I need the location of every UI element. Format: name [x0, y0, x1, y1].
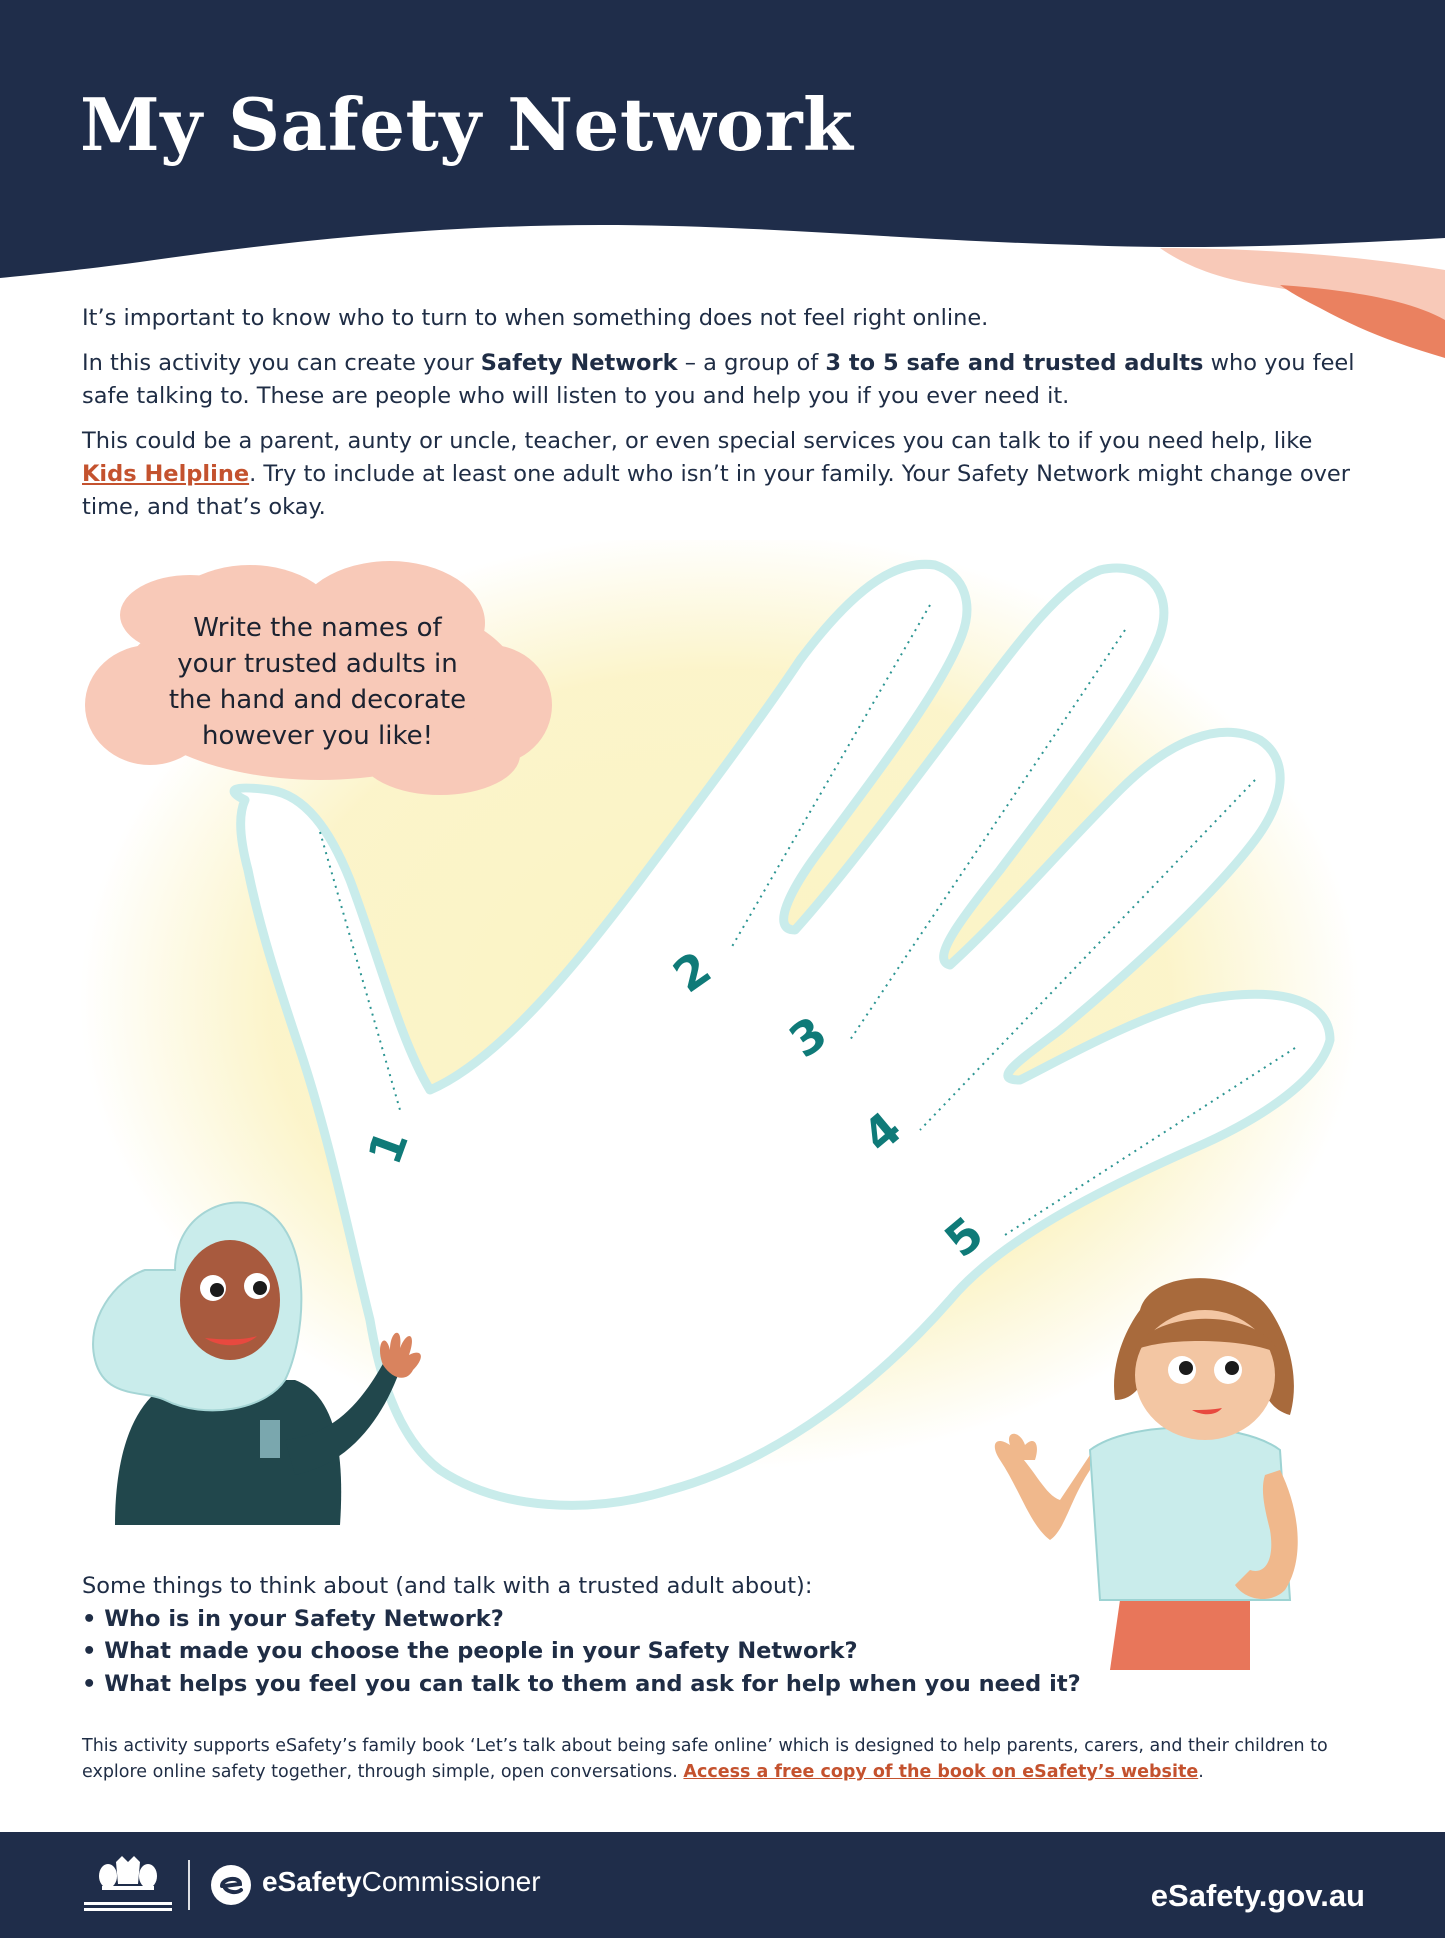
- page-footer: [0, 1832, 1445, 1938]
- note-text: This activity supports eSafety’s family book ‘Let’s talk about being safe online’ which is designed to help parents, carers, and their children to explore online safety together, through simple, open conversations.: [82, 1736, 1328, 1782]
- prompts-intro: Some things to think about (and talk with a trusted adult about):: [82, 1573, 813, 1599]
- prompt-item: • What made you choose the people in your Safety Network?: [82, 1635, 1282, 1668]
- safety-network-bold: Safety Network: [480, 350, 678, 376]
- kids-helpline-link[interactable]: Kids Helpline: [82, 461, 250, 487]
- speech-cloud-text: [130, 610, 505, 754]
- cloud-line: however you like!: [201, 721, 434, 751]
- intro-paragraph-1: It’s important to know who to turn to when something does not feel right online.: [82, 305, 989, 331]
- page-title: My Safety Network: [80, 82, 854, 167]
- finger-number-5: 5: [934, 1206, 994, 1268]
- finger-number-4: 4: [852, 1101, 912, 1163]
- prompts-list: [82, 1603, 1282, 1701]
- text-span: – a group of: [677, 350, 826, 376]
- text-span: This could be a parent, aunty or uncle, teacher, or even special services you can talk to if you need help, like: [82, 428, 1313, 454]
- footer-divider: [188, 1860, 190, 1910]
- esafety-brand: [262, 1866, 541, 1898]
- finger-number-3: 3: [779, 1005, 837, 1069]
- finger-number-2: 2: [663, 940, 721, 1004]
- brand-bold: eSafety: [262, 1866, 362, 1897]
- girl-illustration: [85, 1180, 435, 1525]
- intro-paragraph-3: [82, 425, 1372, 524]
- intro-text: [82, 302, 1372, 536]
- discussion-prompts: [82, 1570, 1282, 1700]
- intro-paragraph-2: [82, 347, 1372, 413]
- text-span: who you feel safe talking to. These are people who will listen to you and help you if you ever need it.: [82, 350, 1355, 409]
- prompt-item: • What helps you feel you can talk to them and ask for help when you need it?: [82, 1668, 1282, 1701]
- website-url[interactable]: eSafety.gov.au: [1150, 1878, 1365, 1913]
- prompt-item: • Who is in your Safety Network?: [82, 1603, 1282, 1636]
- note-end: .: [1198, 1762, 1204, 1782]
- cloud-line: Write the names of: [193, 613, 442, 643]
- brand-rest: Commissioner: [361, 1866, 541, 1897]
- text-span: . Try to include at least one adult who isn’t in your family. Your Safety Network might change over time, and that’s okay.: [82, 461, 1350, 520]
- esafety-logo-icon: [210, 1864, 252, 1906]
- text-span: In this activity you can create your: [82, 350, 481, 376]
- trusted-adults-bold: 3 to 5 safe and trusted adults: [825, 350, 1204, 376]
- cloud-line: your trusted adults in: [177, 649, 458, 679]
- book-link[interactable]: Access a free copy of the book on eSafety’s website: [683, 1762, 1199, 1782]
- cloud-line: the hand and decorate: [168, 685, 467, 715]
- book-note: [82, 1733, 1372, 1785]
- finger-number-1: 1: [357, 1122, 419, 1172]
- australian-coat-of-arms-icon: [80, 1854, 176, 1916]
